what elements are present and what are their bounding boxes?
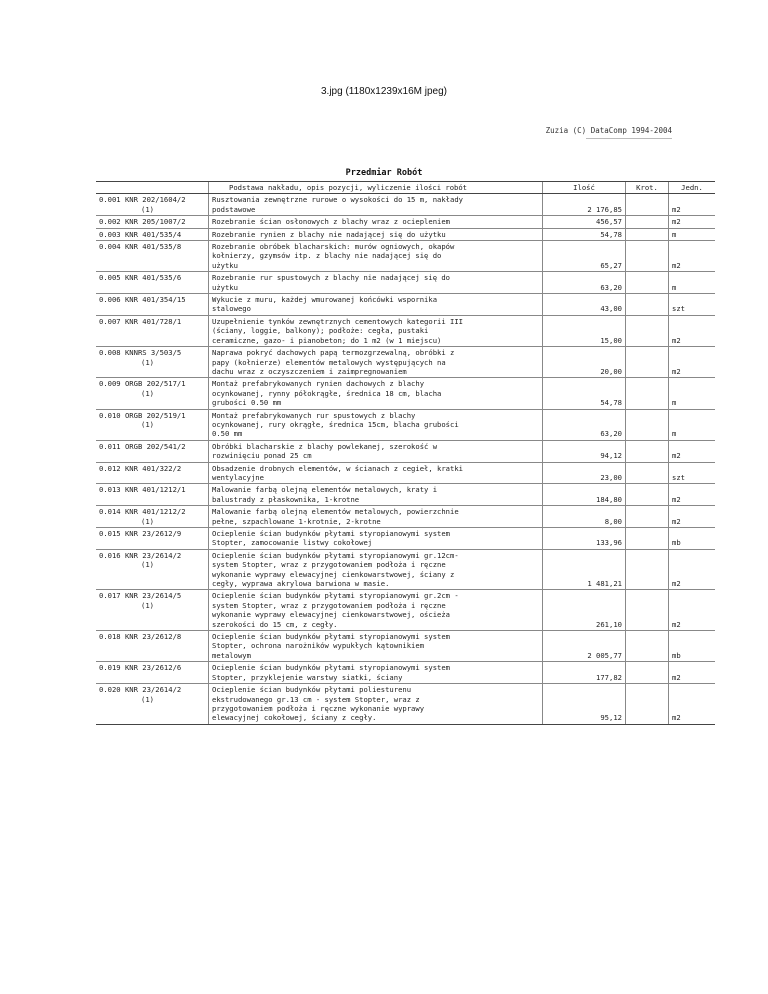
unit-cell: m xyxy=(669,272,716,294)
position-code: 0.018 KNR 23/2612/8 xyxy=(99,632,182,642)
description-line: Montaż prefabrykowanych rur spustowych z blachy xyxy=(212,410,416,420)
unit-cell: m2 xyxy=(669,216,716,228)
quantity-cell: 133,96 xyxy=(543,528,626,550)
table-row xyxy=(96,228,715,240)
description-line: papy (kołnierze) elementów metalowych występujących na xyxy=(212,357,446,367)
description-line: Ocieplenie ścian budynków płytami styropianowymi system xyxy=(212,529,450,538)
table-row xyxy=(96,484,715,506)
multiplier-cell xyxy=(626,440,669,462)
table-row xyxy=(96,684,715,725)
description-line: (ściany, loggie, balkony); podłoże: cegła, pustaki xyxy=(212,326,429,336)
description-line: Naprawa pokryć dachowych papą termozgrzewalną, obróbki z xyxy=(212,348,455,358)
unit-cell: m2 xyxy=(669,347,716,378)
quantity-cell: 20,00 xyxy=(543,347,626,378)
unit-cell: mb xyxy=(669,631,716,662)
multiplier-cell xyxy=(626,315,669,346)
description-line: Rozebranie obróbek blacharskich: murów ogniowych, okapów xyxy=(212,242,455,252)
position-code: 0.001 KNR 202/1604/2 xyxy=(99,195,186,205)
header-quantity: Ilość xyxy=(543,182,626,194)
multiplier-cell xyxy=(626,506,669,528)
position-code: 0.003 KNR 401/535/4 xyxy=(99,229,182,239)
multiplier-cell xyxy=(626,241,669,272)
table-row xyxy=(96,662,715,684)
description-line: system Stopter, wraz z przygotowaniem podłoża i ręczne xyxy=(212,600,446,610)
position-code-cell xyxy=(96,315,209,346)
quantity-cell: 65,27 xyxy=(543,241,626,272)
unit-cell: m2 xyxy=(669,440,716,462)
table-row xyxy=(96,272,715,294)
header-unit: Jedn. xyxy=(669,182,716,194)
multiplier-cell xyxy=(626,528,669,550)
position-code-cell xyxy=(96,272,209,294)
multiplier-cell xyxy=(626,216,669,228)
quantity-cell: 15,00 xyxy=(543,315,626,346)
quantity-cell: 261,10 xyxy=(543,590,626,631)
multiplier-cell xyxy=(626,347,669,378)
description-line: Rozebranie ścian osłonowych z blachy wraz z ociepleniem xyxy=(212,217,450,227)
unit-cell: m2 xyxy=(669,315,716,346)
position-code: 0.019 KNR 23/2612/6 xyxy=(99,663,182,673)
description-line: Obróbki blacharskie z blachy powlekanej, szerokość w xyxy=(212,441,438,451)
description-line: użytku xyxy=(212,282,238,292)
bill-of-quantities-table xyxy=(96,181,715,725)
unit-cell: szt xyxy=(669,462,716,484)
description-line: Stopter, zamocowanie listwy cokołowej xyxy=(212,538,373,548)
table-row xyxy=(96,347,715,378)
description-line: rozwinięciu ponad 25 cm xyxy=(212,451,312,461)
quantity-cell: 63,20 xyxy=(543,409,626,440)
description-line: Rusztowania zewnętrzne rurowe o wysokości do 15 m, nakłady xyxy=(212,195,463,205)
position-code: 0.017 KNR 23/2614/5 xyxy=(99,591,182,601)
description-line: pełne, szpachlowane 1-krotnie, 2-krotne xyxy=(212,516,381,526)
quantity-cell: 95,12 xyxy=(543,684,626,725)
quantity-cell: 456,57 xyxy=(543,216,626,228)
copyright-notice: Zuzia (C) DataComp 1994-2004 xyxy=(545,126,672,135)
position-code: 0.010 ORGB 202/519/1 xyxy=(99,410,186,420)
description-line: Malowanie farbą olejną elementów metalowych, kraty i xyxy=(212,485,438,495)
description-cell xyxy=(209,440,543,462)
table-row xyxy=(96,409,715,440)
position-code: 0.005 KNR 401/535/6 xyxy=(99,273,182,283)
position-code-cell xyxy=(96,194,209,216)
description-line: szerokości do 15 cm, z cegły. xyxy=(212,619,338,629)
header-description: Podstawa nakładu, opis pozycji, wyliczenie ilości robót xyxy=(209,182,543,194)
position-code-cell xyxy=(96,347,209,378)
position-sub-number: (1) xyxy=(141,419,154,429)
description-cell xyxy=(209,378,543,409)
table-row xyxy=(96,506,715,528)
description-line: balustrady z płaskownika, 1-krotne xyxy=(212,494,360,504)
description-cell xyxy=(209,590,543,631)
unit-cell: m xyxy=(669,409,716,440)
position-code-cell xyxy=(96,216,209,228)
position-code: 0.012 KNR 401/322/2 xyxy=(99,463,182,473)
position-sub-number: (1) xyxy=(141,600,154,610)
description-line: kołnierzy, gzymsów itp. z blachy nie nadającej się do xyxy=(212,251,442,261)
description-cell xyxy=(209,409,543,440)
table-row xyxy=(96,549,715,590)
position-code: 0.014 KNR 401/1212/2 xyxy=(99,507,186,517)
multiplier-cell xyxy=(626,462,669,484)
quantity-cell: 2 176,85 xyxy=(543,194,626,216)
description-line: metalowym xyxy=(212,650,251,660)
description-cell xyxy=(209,216,543,228)
position-sub-number: (1) xyxy=(141,694,154,704)
description-line: Stopter, przyklejenie warstwy siatki, ściany xyxy=(212,672,403,682)
description-line: Wykucie z muru, każdej wmurowanej końcówki wspornika xyxy=(212,295,438,305)
description-line: przygotowaniem podłoża i ręczne wykonanie wyprawy xyxy=(212,703,425,713)
description-cell xyxy=(209,484,543,506)
description-line: użytku xyxy=(212,260,238,270)
table-row xyxy=(96,315,715,346)
multiplier-cell xyxy=(626,662,669,684)
position-sub-number: (1) xyxy=(141,516,154,526)
document-title: Przedmiar Robót xyxy=(345,168,423,178)
unit-cell: m xyxy=(669,228,716,240)
position-sub-number: (1) xyxy=(141,388,154,398)
multiplier-cell xyxy=(626,228,669,240)
unit-cell: m2 xyxy=(669,662,716,684)
position-code-cell xyxy=(96,662,209,684)
unit-cell: szt xyxy=(669,294,716,316)
multiplier-cell xyxy=(626,684,669,725)
description-cell xyxy=(209,294,543,316)
description-line: Malowanie farbą olejną elementów metalowych, powierzchnie xyxy=(212,507,459,517)
copyright-underline xyxy=(586,138,672,139)
unit-cell: m xyxy=(669,378,716,409)
description-cell xyxy=(209,228,543,240)
position-code: 0.008 KNNRS 3/503/5 xyxy=(99,348,182,358)
description-line: ocynkowanej, rynny półokrągłe, średnica 18 cm, blacha xyxy=(212,388,442,398)
description-line: ocynkowanej, rury okrągłe, średnica 15cm, blacha grubości xyxy=(212,419,459,429)
table-row xyxy=(96,194,715,216)
description-line: wykonanie wyprawy elewacyjnej cienkowarstwowej, ściany z xyxy=(212,569,455,579)
multiplier-cell xyxy=(626,272,669,294)
table-row xyxy=(96,462,715,484)
description-line: Rozebranie rur spustowych z blachy nie nadającej się do xyxy=(212,273,450,283)
unit-cell: m2 xyxy=(669,506,716,528)
description-line: Ocieplenie ścian budynków płytami styropianowymi system xyxy=(212,663,450,673)
unit-cell: m2 xyxy=(669,684,716,725)
description-line: Ocieplenie ścian budynków płytami styropianowymi system xyxy=(212,632,450,642)
quantity-cell: 8,00 xyxy=(543,506,626,528)
description-cell xyxy=(209,684,543,725)
description-cell xyxy=(209,631,543,662)
position-code-cell xyxy=(96,528,209,550)
description-cell xyxy=(209,662,543,684)
position-sub-number: (1) xyxy=(141,560,154,570)
position-sub-number: (1) xyxy=(141,357,154,367)
quantity-cell: 54,78 xyxy=(543,228,626,240)
multiplier-cell xyxy=(626,294,669,316)
description-cell xyxy=(209,347,543,378)
description-line: podstawowe xyxy=(212,204,256,214)
position-code: 0.009 ORGB 202/517/1 xyxy=(99,379,186,389)
quantity-cell: 63,20 xyxy=(543,272,626,294)
position-code-cell xyxy=(96,484,209,506)
table-row xyxy=(96,590,715,631)
description-line: elewacyjnej cokołowej, ściany z cegły. xyxy=(212,713,377,723)
multiplier-cell xyxy=(626,590,669,631)
position-code-cell xyxy=(96,409,209,440)
position-code: 0.020 KNR 23/2614/2 xyxy=(99,685,182,695)
description-line: system Stopter, wraz z przygotowaniem podłoża i ręczne xyxy=(212,560,446,570)
position-code: 0.011 ORGB 202/541/2 xyxy=(99,441,186,451)
position-code: 0.015 KNR 23/2612/9 xyxy=(99,529,182,538)
description-line: Ocieplenie ścian budynków płytami styropianowymi gr.12cm- xyxy=(212,550,459,560)
description-cell xyxy=(209,241,543,272)
description-line: Stopter, ochrona narożników wypukłych kątownikiem xyxy=(212,641,425,651)
position-code: 0.007 KNR 401/728/1 xyxy=(99,316,182,326)
description-line: wentylacyjne xyxy=(212,472,264,482)
quantity-cell: 54,78 xyxy=(543,378,626,409)
position-sub-number: (1) xyxy=(141,204,154,214)
description-cell xyxy=(209,194,543,216)
unit-cell: m2 xyxy=(669,241,716,272)
description-line: cegły, wyprawa akrylowa barwiona w masie. xyxy=(212,579,390,589)
quantity-cell: 94,12 xyxy=(543,440,626,462)
table-row xyxy=(96,631,715,662)
position-code-cell xyxy=(96,631,209,662)
position-code: 0.013 KNR 401/1212/1 xyxy=(99,485,186,495)
description-cell xyxy=(209,272,543,294)
multiplier-cell xyxy=(626,194,669,216)
description-line: wykonanie wyprawy elewacyjnej cienkowarstwowej, ościeża xyxy=(212,610,450,620)
description-line: Obsadzenie drobnych elementów, w ścianach z cegieł, kratki xyxy=(212,463,463,473)
position-code-cell xyxy=(96,228,209,240)
multiplier-cell xyxy=(626,484,669,506)
position-code-cell xyxy=(96,684,209,725)
multiplier-cell xyxy=(626,378,669,409)
quantity-cell: 23,00 xyxy=(543,462,626,484)
quantity-cell: 184,80 xyxy=(543,484,626,506)
header-blank xyxy=(96,182,209,194)
description-line: ceramiczne, gazo- i pianobeton; do 1 m2 (w 1 miejscu) xyxy=(212,335,442,345)
description-line: 0.50 mm xyxy=(212,429,243,439)
position-code-cell xyxy=(96,440,209,462)
table-row xyxy=(96,216,715,228)
header-multiplier: Krot. xyxy=(626,182,669,194)
multiplier-cell xyxy=(626,409,669,440)
description-line: Montaż prefabrykowanych rynien dachowych z blachy xyxy=(212,379,425,389)
multiplier-cell xyxy=(626,631,669,662)
table-row xyxy=(96,241,715,272)
description-cell xyxy=(209,506,543,528)
position-code-cell xyxy=(96,590,209,631)
unit-cell: m2 xyxy=(669,194,716,216)
description-cell xyxy=(209,549,543,590)
position-code-cell xyxy=(96,506,209,528)
position-code-cell xyxy=(96,549,209,590)
quantity-cell: 177,82 xyxy=(543,662,626,684)
description-cell xyxy=(209,528,543,550)
description-line: Ocieplenie ścian budynków płytami styropianowymi gr.2cm - xyxy=(212,591,459,601)
position-code-cell xyxy=(96,378,209,409)
unit-cell: m2 xyxy=(669,590,716,631)
position-code-cell xyxy=(96,294,209,316)
unit-cell: m2 xyxy=(669,484,716,506)
description-line: stalowego xyxy=(212,304,251,314)
description-line: dachu wraz z oczyszczeniem i zaimpregnowaniem xyxy=(212,366,407,376)
position-code-cell xyxy=(96,241,209,272)
position-code: 0.004 KNR 401/535/8 xyxy=(99,242,182,252)
position-code: 0.006 KNR 401/354/15 xyxy=(99,295,186,305)
table-row xyxy=(96,440,715,462)
unit-cell: mb xyxy=(669,528,716,550)
unit-cell: m2 xyxy=(669,549,716,590)
table-body xyxy=(96,194,715,724)
description-line: Ocieplenie ścian budynków płytami poliesturenu xyxy=(212,685,412,695)
position-code: 0.002 KNR 205/1007/2 xyxy=(99,217,186,227)
multiplier-cell xyxy=(626,549,669,590)
table-header xyxy=(96,182,715,194)
description-line: Uzupełnienie tynków zewnętrznych cementowych kategorii III xyxy=(212,316,463,326)
position-code-cell xyxy=(96,462,209,484)
table-row xyxy=(96,528,715,550)
description-line: Rozebranie rynien z blachy nie nadającej się do użytku xyxy=(212,229,446,239)
description-line: grubości 0.50 mm xyxy=(212,398,282,408)
image-file-title: 3.jpg (1180x1239x16M jpeg) xyxy=(320,86,447,97)
table-row xyxy=(96,378,715,409)
description-cell xyxy=(209,462,543,484)
quantity-cell: 2 005,77 xyxy=(543,631,626,662)
description-cell xyxy=(209,315,543,346)
position-code: 0.016 KNR 23/2614/2 xyxy=(99,550,182,560)
quantity-cell: 43,00 xyxy=(543,294,626,316)
quantity-cell: 1 481,21 xyxy=(543,549,626,590)
description-line: ekstrudowanego gr.13 cm - system Stopter, wraz z xyxy=(212,694,420,704)
table-row xyxy=(96,294,715,316)
